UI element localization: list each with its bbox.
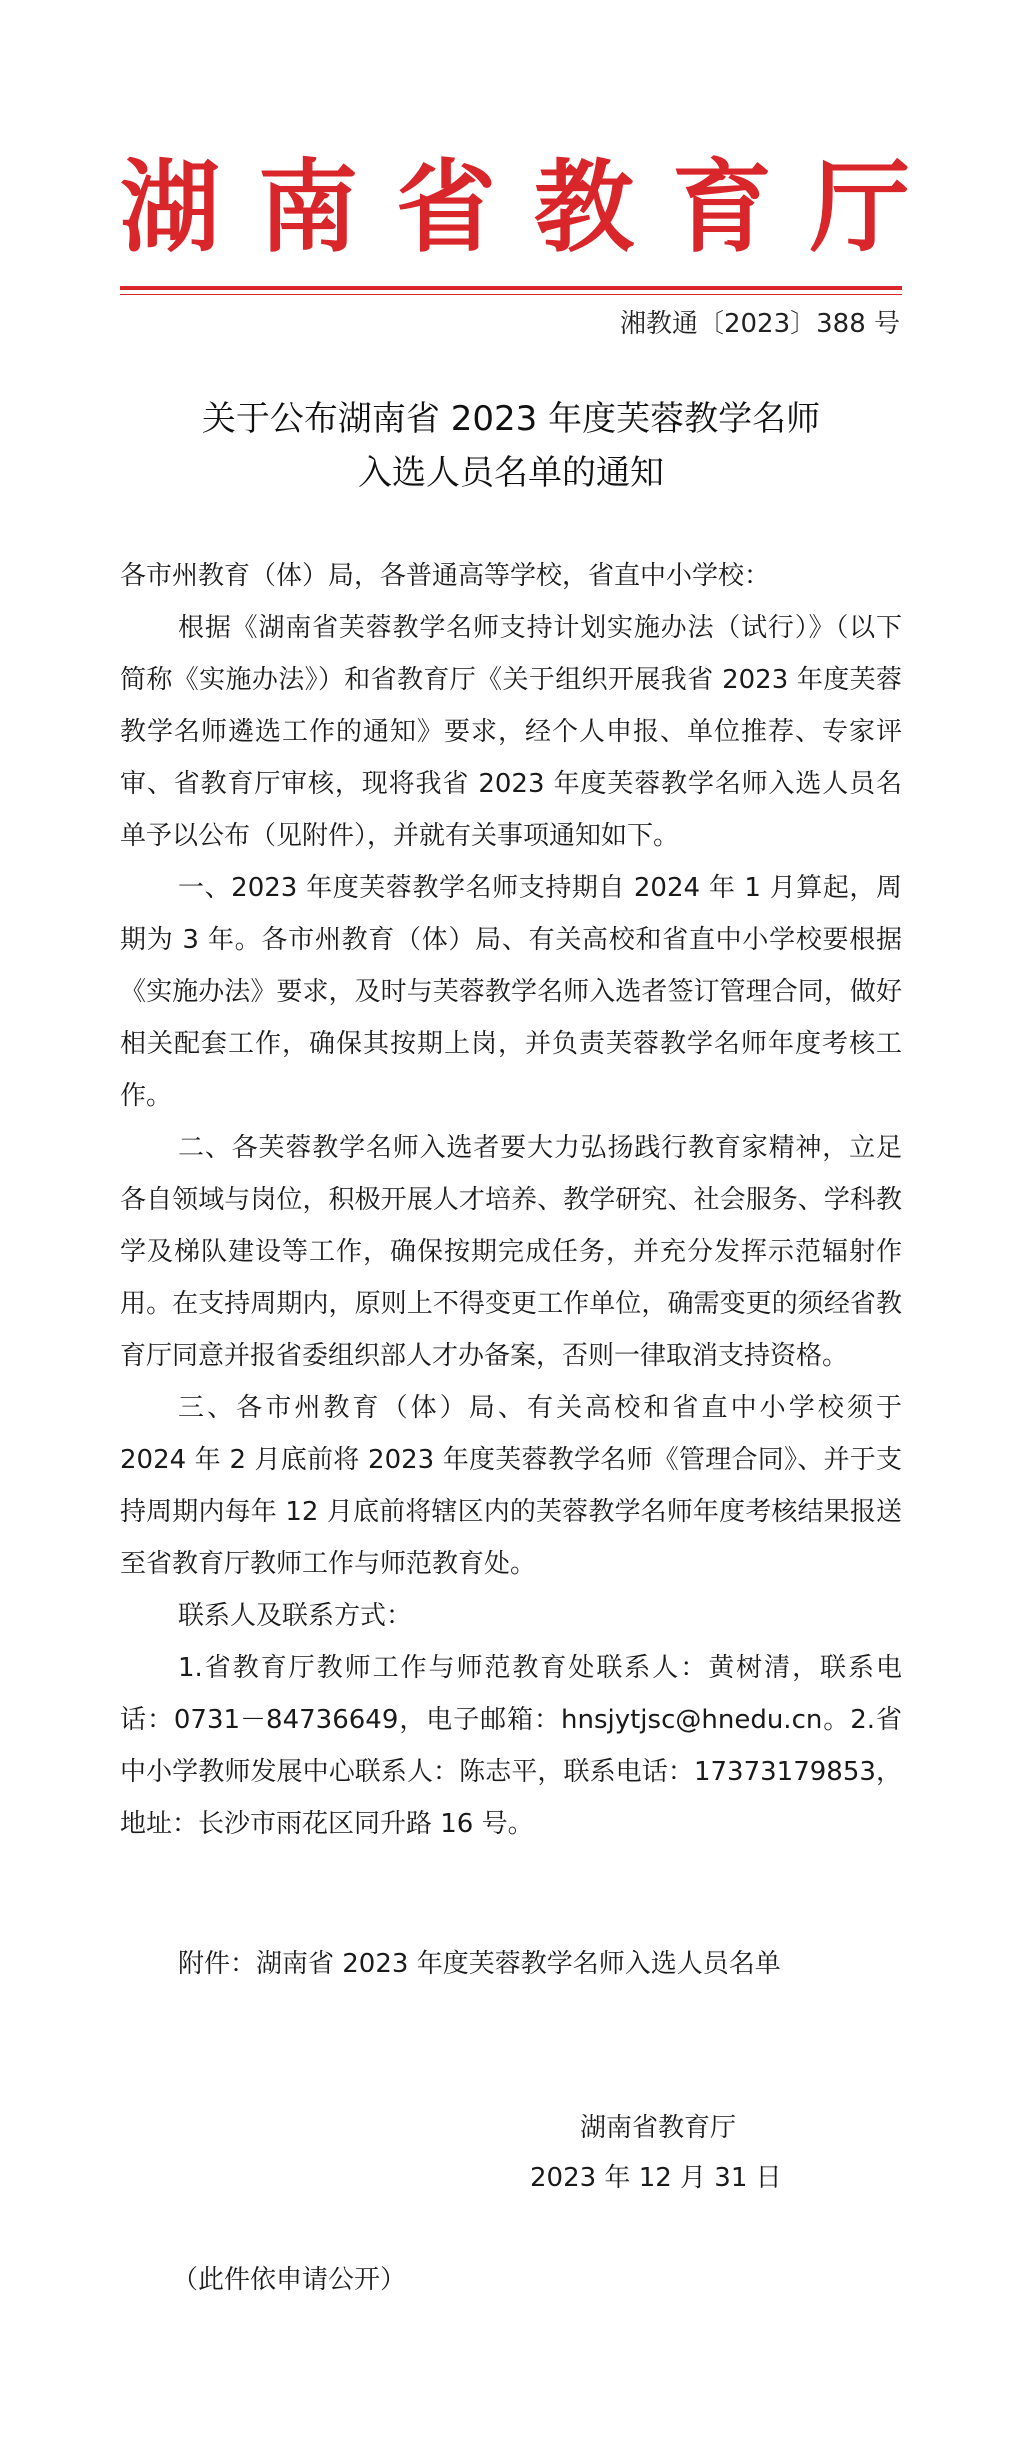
salutation: 各市州教育（体）局，各普通高等学校，省直中小学校：	[120, 561, 771, 591]
masthead-divider-thin	[120, 294, 902, 295]
masthead-divider-thick	[120, 286, 902, 290]
document-title	[120, 392, 902, 500]
title-line-2: 入选人员名单的通知	[358, 453, 664, 493]
attachment-note: 附件：湖南省 2023 年度芙蓉教学名师入选人员名单	[178, 1949, 781, 1979]
item-1-paragraph: 一、2023 年度芙蓉教学名师支持期自 2024 年 1 月算起，周期为 3 年。各市州教育（体）局、有关高校和省直中小学校要根据《实施办法》要求，及时与芙蓉教学名师入选者签订管理合同，做好相关配套工作，确保其按期上岗，并负责芙蓉教学名师年度考核工作。	[120, 873, 902, 1111]
item-3-paragraph: 三、各市州教育（体）局、有关高校和省直中小学校须于 2024 年 2 月底前将 2023 年度芙蓉教学名师《管理合同》、并于支持周期内每年 12 月底前将辖区内的芙蓉教学名师年度考核结果报送至省教育厅教师工作与师范教育处。	[120, 1393, 902, 1579]
masthead-title: 湖南省教育厅	[120, 149, 948, 266]
signature-organization: 湖南省教育厅	[580, 2113, 737, 2143]
disclosure-note: （此件依申请公开）	[172, 2265, 407, 2295]
document-body	[120, 550, 902, 1850]
signature-date: 2023 年 12 月 31 日	[530, 2163, 782, 2193]
document-number: 湘教通〔2023〕388 号	[619, 309, 900, 339]
contact-paragraph: 1.省教育厅教师工作与师范教育处联系人：黄树清，联系电话：0731－84736649，电子邮箱：hnsjytjsc@hnedu.cn。2.省中小学教师发展中心联系人：陈志平，联系电话：17373179853，地址：长沙市雨花区同升路 16 号。	[120, 1653, 902, 1839]
item-2-paragraph: 二、各芙蓉教学名师入选者要大力弘扬践行教育家精神，立足各自领域与岗位，积极开展人才培养、教学研究、社会服务、学科教学及梯队建设等工作，确保按期完成任务，并充分发挥示范辐射作用。在支持周期内，原则上不得变更工作单位，确需变更的须经省教育厅同意并报省委组织部人才办备案，否则一律取消支持资格。	[120, 1133, 902, 1371]
contact-heading: 联系人及联系方式：	[178, 1601, 413, 1631]
intro-paragraph: 根据《湖南省芙蓉教学名师支持计划实施办法（试行）》（以下简称《实施办法》）和省教育厅《关于组织开展我省 2023 年度芙蓉教学名师遴选工作的通知》要求，经个人申报、单位推荐、专家评审、省教育厅审核，现将我省 2023 年度芙蓉教学名师入选人员名单予以公布（见附件），并就有关事项通知如下。	[120, 613, 902, 851]
title-line-1: 关于公布湖南省 2023 年度芙蓉教学名师	[201, 399, 821, 439]
